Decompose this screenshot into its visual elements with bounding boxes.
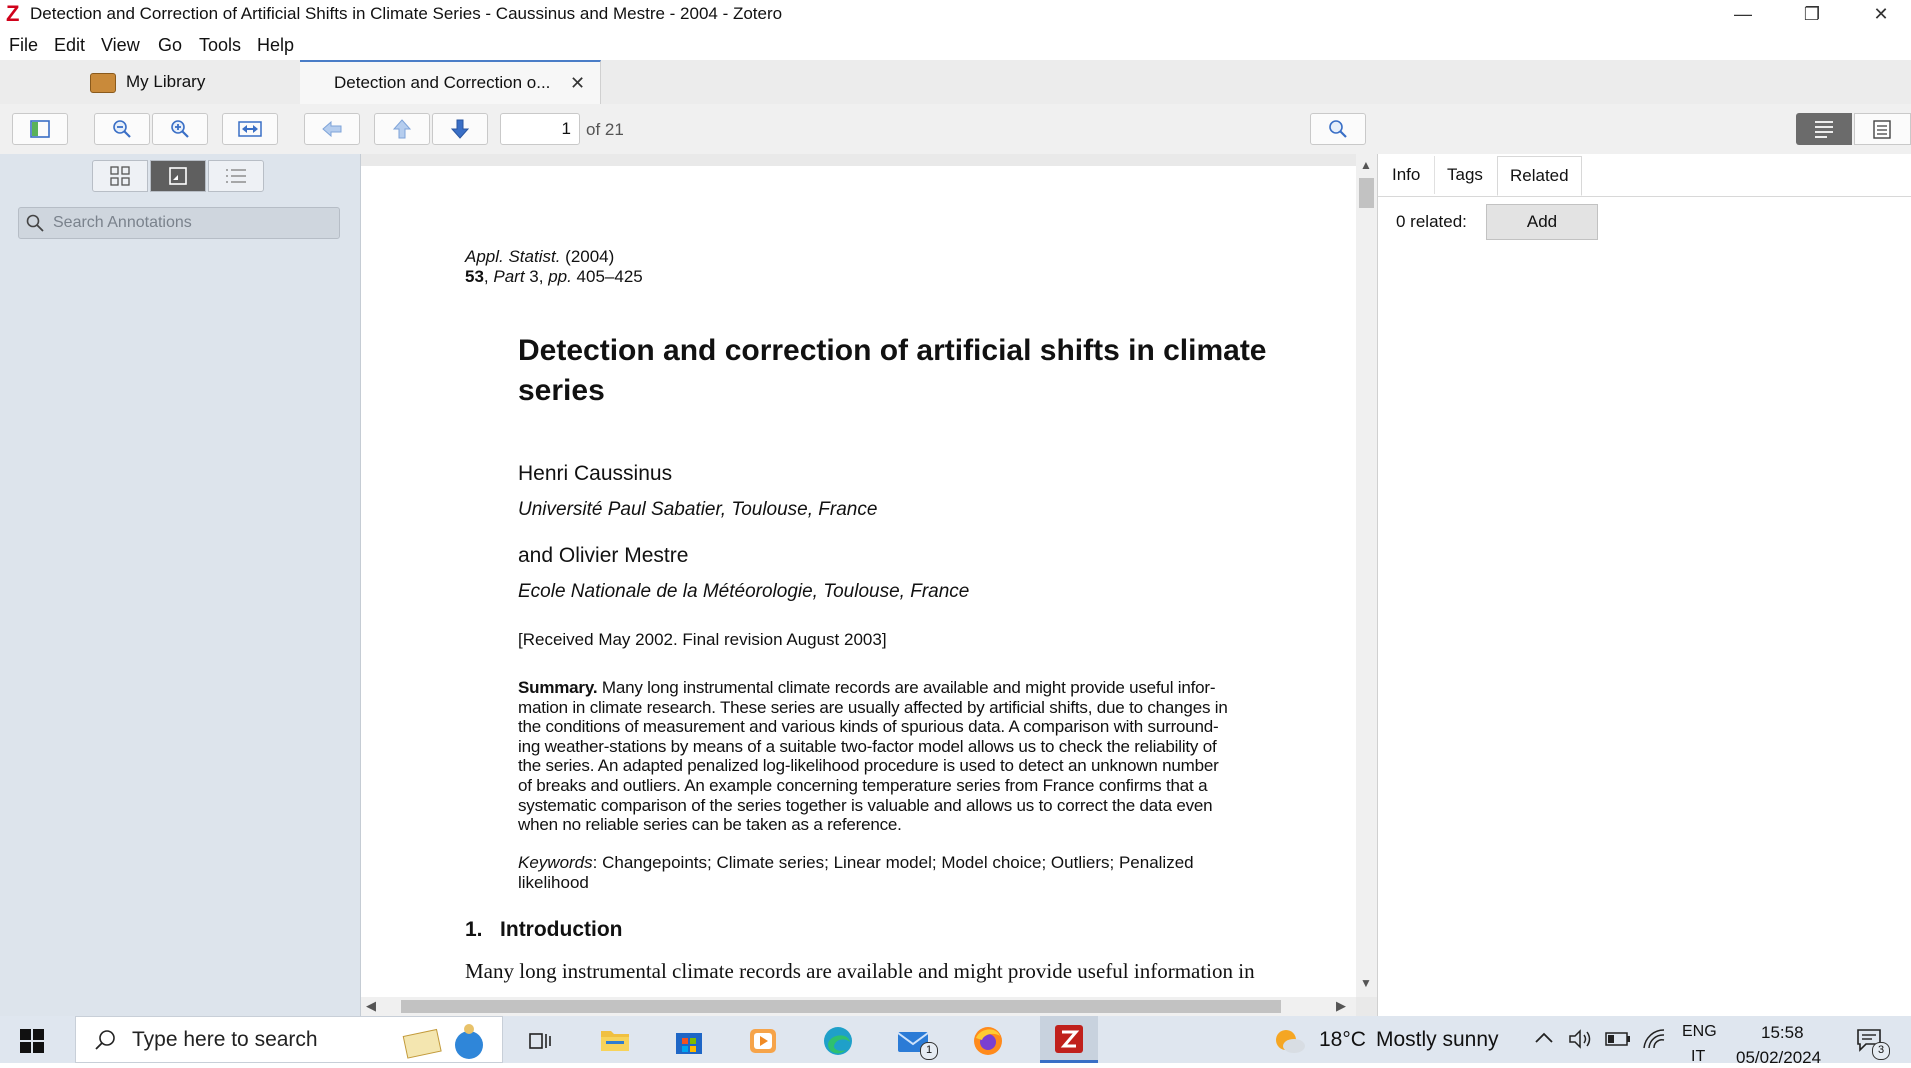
zoom-in-button[interactable] [152,113,208,145]
list-icon [225,168,247,184]
horizontal-scrollbar[interactable] [361,997,1356,1016]
item-context-pane [1377,154,1911,1016]
vertical-scroll-thumb[interactable] [1359,178,1374,208]
pdf-viewer[interactable] [361,154,1377,1016]
scroll-right-icon[interactable]: ▶ [1336,998,1346,1013]
media-player-icon [748,1027,778,1055]
previous-page-button[interactable] [374,113,430,145]
menu-tools[interactable]: Tools [199,35,242,55]
received-dates: [Received May 2002. Final revision August 2003] [518,630,887,649]
fit-width-icon [238,121,262,137]
clock-time[interactable]: 15:58 [1761,1023,1804,1042]
task-view-icon [528,1030,554,1052]
back-button[interactable] [304,113,360,145]
tab-my-library-label: My Library [126,72,206,91]
input-language-bottom[interactable]: IT [1691,1048,1706,1065]
input-language-top[interactable]: ENG [1682,1023,1717,1040]
task-view-button[interactable] [528,1030,554,1057]
section-heading-introduction: 1. Introduction [465,918,623,941]
menu-edit[interactable]: Edit [54,35,86,55]
scroll-down-icon[interactable]: ▼ [1360,976,1372,990]
menu-go[interactable]: Go [158,35,183,55]
notifications-button[interactable] [1856,1028,1885,1057]
tab-close-icon[interactable]: ✕ [570,73,586,93]
vertical-scrollbar[interactable] [1356,154,1377,997]
zoom-in-icon [170,119,190,139]
firefox-button[interactable] [972,1026,1004,1061]
tab-tags[interactable]: Tags [1434,156,1495,194]
notes-icon [1873,119,1891,139]
close-button[interactable]: ✕ [1873,4,1889,24]
zotero-logo-icon: Z [6,1,20,26]
edge-icon [822,1026,854,1056]
search-icon [94,1029,116,1051]
toggle-context-pane-button[interactable] [1796,113,1852,145]
tab-my-library[interactable] [0,60,301,104]
tab-document[interactable] [300,60,601,105]
menu-bar [0,30,1911,60]
zotero-taskbar-button[interactable] [1040,1016,1098,1063]
author-2: and Olivier Mestre [518,544,689,567]
edge-browser-button[interactable] [822,1026,854,1061]
tab-bar [0,60,1911,105]
windows-icon [20,1029,44,1053]
title-bar [0,0,1911,30]
search-icon [26,214,44,232]
battery-button[interactable] [1605,1031,1631,1052]
author-1: Henri Caussinus [518,462,673,485]
add-related-button[interactable]: Add [1486,204,1598,240]
window-title: Detection and Correction of Artificial Shifts in Climate Series - Caussinus and Mestre - 2004 - Zotero [30,4,783,23]
menu-view[interactable]: View [101,35,140,55]
windows-taskbar [0,1016,1911,1067]
annotations-view-button[interactable] [150,160,206,192]
menu-file[interactable]: File [9,35,39,55]
annotation-icon [168,166,188,186]
battery-icon [1605,1031,1631,1047]
weather-icon[interactable] [1272,1027,1306,1060]
fit-width-button[interactable] [222,113,278,145]
speaker-icon [1568,1029,1594,1049]
summary-abstract: Summary. Many long instrumental climate records are available and might provide useful infor- mation in climate research. These series are usually affected by artificial shifts, due to changes in the conditions of measurement and various kinds of spurious data. A comparison with surround- ing weather-stations by means of a suitable two-factor model allows us to check the reliability of the series. An adapted penalized log-likelihood procedure is used to detect an unknown number of breaks and outliers. An example concerning temperature series from France confirms that a systematic comparison of the series together is valuable and allows us to correct the data even when no reliable series can be taken as a reference. [518,678,1228,835]
start-button[interactable] [20,1029,44,1058]
zoom-out-button[interactable] [94,113,150,145]
affiliation-1: Université Paul Sabatier, Toulouse, France [518,499,878,520]
minimize-button[interactable]: — [1734,4,1752,24]
tab-info[interactable]: Info [1392,165,1421,184]
scroll-up-icon[interactable]: ▲ [1360,158,1372,172]
wifi-icon [1642,1028,1666,1050]
taskbar-search-box[interactable] [75,1016,503,1063]
taskbar-search-placeholder: Type here to search [132,1028,318,1051]
lines-icon [1814,120,1834,138]
arrow-up-icon [393,119,411,139]
thumbnails-icon [110,166,130,186]
horizontal-scroll-thumb[interactable] [401,1000,1281,1013]
search-annotations-input[interactable] [18,207,340,239]
keywords: Keywords: Changepoints; Climate series; Linear model; Model choice; Outliers; Penalized likelihood [518,853,1194,892]
menu-help[interactable]: Help [257,35,295,55]
page-count: of 21 [586,120,624,139]
thumbnails-view-button[interactable] [92,160,148,192]
journal-citation-line1: Appl. Statist. (2004) [465,247,615,266]
store-icon [674,1027,704,1055]
annotations-sidebar [0,154,361,1016]
next-page-button[interactable] [432,113,488,145]
zoom-out-icon [112,119,132,139]
tab-document-label: Detection and Correction o... [334,73,551,92]
pdf-page [361,166,1356,997]
page-number-input[interactable]: 1 [500,113,580,145]
related-count: 0 related: [1396,212,1467,231]
find-button[interactable] [1310,113,1366,145]
firefox-icon [972,1026,1004,1056]
outline-view-button[interactable] [208,160,264,192]
toggle-sidebar-button[interactable] [12,113,68,145]
restore-button[interactable]: ❐ [1803,4,1821,24]
wifi-button[interactable] [1642,1028,1666,1055]
paper-title-line2: series [518,374,605,407]
arrow-left-icon [322,121,342,137]
tab-related[interactable]: Related [1497,156,1582,196]
toggle-notes-button[interactable] [1854,113,1911,145]
weather-condition[interactable]: Mostly sunny [1376,1028,1499,1051]
paper-title-line1: Detection and correction of artificial shifts in climate [518,334,1267,367]
search-annotations-placeholder: Search Annotations [53,214,192,231]
affiliation-2: Ecole Nationale de la Météorologie, Toulouse, France [518,581,970,602]
search-icon [1328,119,1348,139]
clock-date[interactable]: 05/02/2024 [1736,1048,1822,1067]
file-explorer-button[interactable] [600,1027,630,1058]
mail-button[interactable] [896,1026,933,1061]
weather-temperature[interactable]: 18°C [1319,1028,1366,1051]
library-icon [90,73,116,93]
chevron-up-icon [1534,1030,1554,1046]
journal-citation-line2: 53, Part 3, pp. 405–425 [465,267,643,286]
scroll-left-icon[interactable]: ◀ [366,998,376,1013]
media-player-button[interactable] [748,1027,778,1060]
folder-icon [600,1027,630,1053]
notification-badge: 3 [1872,1042,1890,1060]
arrow-down-icon [451,119,469,139]
sidebar-icon [30,120,50,138]
show-hidden-icons-button[interactable] [1534,1030,1554,1051]
microsoft-store-button[interactable] [674,1027,704,1060]
search-highlight-illustration [401,1023,491,1059]
mail-badge: 1 [920,1042,938,1060]
body-text-line: Many long instrumental climate records are available and might provide useful information in [465,959,1255,983]
volume-button[interactable] [1568,1029,1594,1054]
zotero-icon [1054,1024,1084,1054]
reader-toolbar [0,104,1911,154]
